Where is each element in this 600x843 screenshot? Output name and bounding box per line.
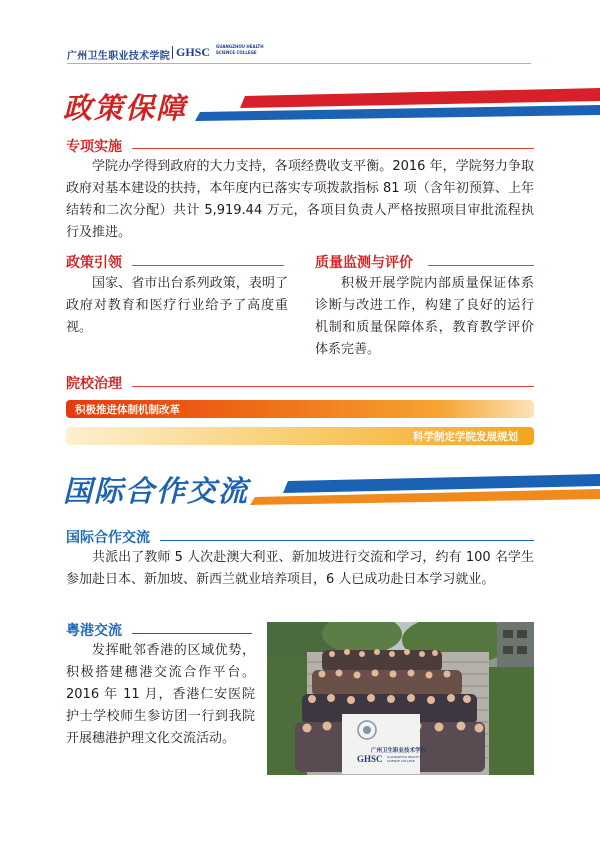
coop-heading: 国际合作交流 — [66, 530, 150, 546]
governance-bar-reform — [66, 400, 534, 418]
guide-text: 国家、省市出台系列政策，表明了政府对教育和医疗行业给予了高度重视。 — [66, 276, 288, 335]
special-text: 学院办学得到政府的大力支持，各项经费收支平衡。2016 年，学院努力争取政府对基本建设的扶持，本年度内已落实专项拨款指标 81 项（含年初预算、上年结转和二次分配）共计 5,919.44 万元，各项目负责人严格按照项目审批流程执行及推进。 — [66, 159, 534, 240]
header-school-name: 广州卫生职业技术学院 — [67, 51, 170, 62]
banner-en-line1: GUANGZHOU HEALTH — [387, 755, 420, 759]
banner-en-line2: SCIENCE COLLEGE — [387, 759, 415, 763]
quality-text: 积极开展学院内部质量保证体系诊断与改进工作，构建了良好的运行机制和质量保障体系，教育教学评价体系完善。 — [315, 276, 534, 357]
header-separator — [172, 46, 173, 59]
header-en-line2: SCIENCE COLLEGE — [216, 50, 257, 55]
group-photo — [267, 622, 534, 775]
coop-heading-rule — [160, 540, 534, 541]
banner-school-name: 广州卫生职业技术学院 — [371, 748, 427, 754]
quality-heading-rule — [428, 265, 534, 266]
governance-heading: 院校治理 — [66, 376, 122, 392]
banner-en — [387, 755, 427, 763]
guide-heading: 政策引领 — [66, 255, 122, 271]
header-en-line1: GUANGZHOU HEALTH — [216, 44, 264, 49]
governance-bar-reform-label: 积极推进体制机制改革 — [75, 404, 180, 416]
hk-heading-rule — [132, 633, 252, 634]
header-school-en — [216, 44, 276, 56]
guide-heading-rule — [132, 265, 284, 266]
header-rule — [67, 63, 531, 64]
governance-bar-planning-label: 科学制定学院发展规划 — [413, 431, 518, 443]
special-heading: 专项实施 — [66, 139, 122, 155]
special-heading-rule — [132, 148, 534, 149]
hk-text: 发挥毗邻香港的区域优势，积极搭建穗港交流合作平台。2016 年 11 月，香港仁安医院护士学校师生参访团一行到我院开展穗港护理文化交流活动。 — [66, 643, 255, 746]
coop-text: 共派出了教师 5 人次赴澳大利亚、新加坡进行交流和学习，约有 100 名学生参加赴日本、新加坡、新西兰就业培养项目，6 人已成功赴日本学习就业。 — [66, 550, 534, 587]
governance-bar-planning — [66, 427, 534, 445]
header-school-abbr: GHSC — [176, 45, 211, 59]
intl-section-title: 国际合作交流 — [63, 474, 250, 508]
hk-heading: 粤港交流 — [66, 623, 122, 639]
quality-heading: 质量监测与评价 — [315, 255, 413, 271]
policy-section-title: 政策保障 — [63, 91, 188, 125]
banner-abbr: GHSC — [357, 754, 383, 764]
governance-heading-rule — [132, 386, 534, 387]
